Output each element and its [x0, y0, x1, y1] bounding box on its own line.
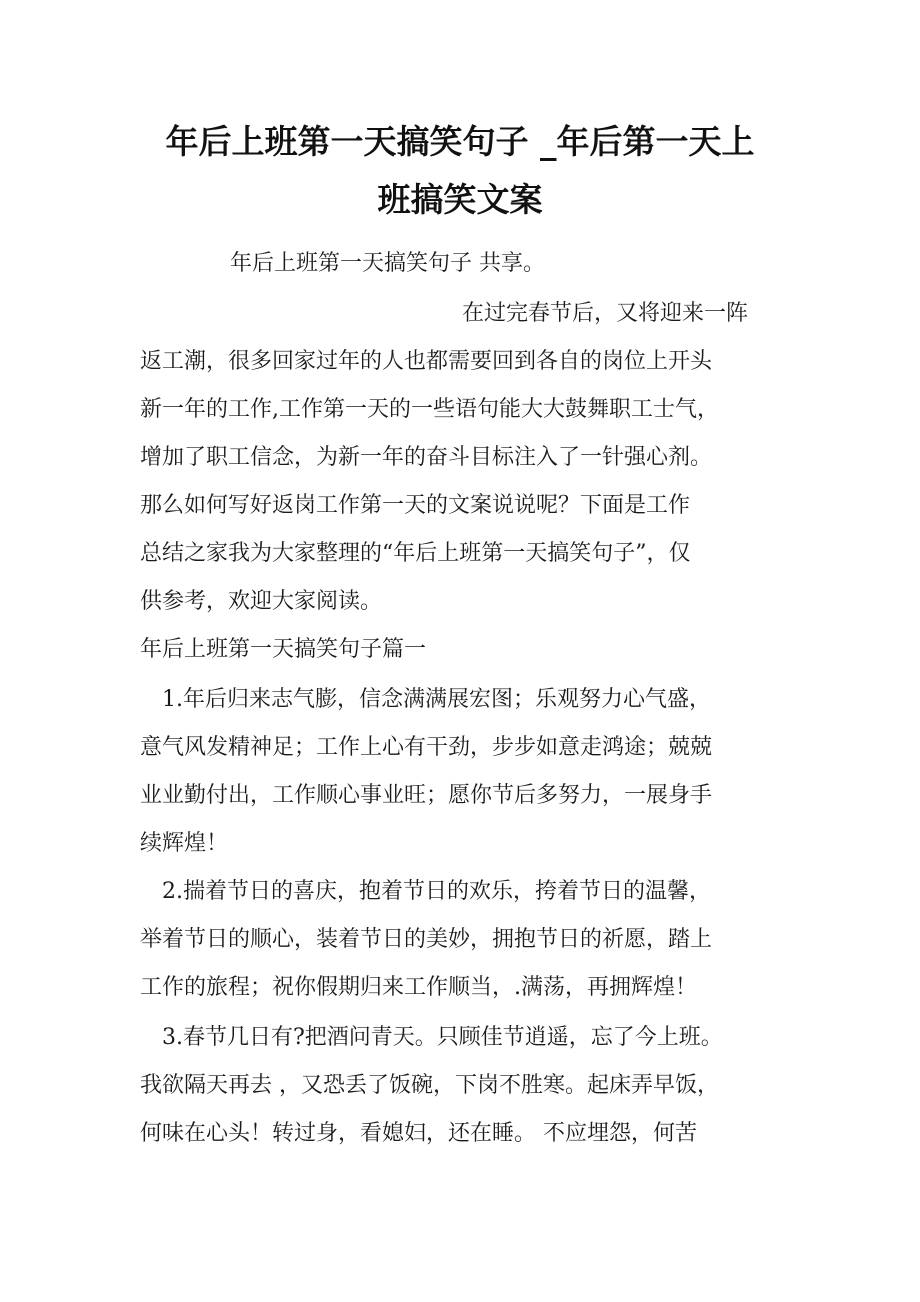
paragraph-line: 总结之家我为大家整理的“年后上班第一天搞笑句子”，仅 [140, 541, 691, 566]
paragraph-line: 新一年的工作,工作第一天的一些语句能大大鼓舞职工士气， [140, 397, 719, 422]
list-item-1-line: 意气风发精神足；工作上心有干劲，步步如意走鸿途；兢兢 [140, 735, 713, 760]
list-item-1-line: 业业勤付出，工作顺心事业旺；愿你节后多努力，一展身手 [140, 783, 713, 808]
list-item-3-line: 3.春节几日有?把酒问青天。只顾佳节逍遥，忘了今上班。 [162, 1025, 723, 1050]
list-item-2-line: 工作的旅程；祝你假期归来工作顺当，.满荡，再拥辉煌！ [140, 975, 697, 1000]
paragraph-line: 增加了职工信念，为新一年的奋斗目标注入了一针强心剂。 [140, 445, 713, 470]
list-item-3-line: 我欲隔天再去 ，又恐丢了饭碗，下岗不胜寒。起床弄早饭， [140, 1073, 719, 1098]
intro-line: 年后上班第一天搞笑句子 共享。 [230, 251, 545, 276]
paragraph-line: 在过完春节后，又将迎来一阵 [462, 301, 749, 326]
paragraph-line: 供参考，欢迎大家阅读。 [140, 589, 383, 614]
paragraph-line: 那么如何写好返岗工作第一天的文案说说呢？下面是工作 [140, 493, 691, 518]
list-item-3-line: 何味在心头！转过身，看媳妇，还在睡。 不应埋怨，何苦 [140, 1121, 697, 1146]
list-item-1-line: 1.年后归来志气膨，信念满满展宏图；乐观努力心气盛， [162, 687, 711, 712]
document-title-line-2: 班搞笑文案 [377, 180, 543, 219]
paragraph-line: 返工潮，很多回家过年的人也都需要回到各自的岗位上开头 [140, 349, 713, 374]
list-item-1-line: 续辉煌！ [140, 831, 229, 856]
section-heading: 年后上班第一天搞笑句子篇一 [140, 637, 427, 662]
list-item-2-line: 举着节日的顺心，装着节日的美妙，拥抱节日的祈愿，踏上 [140, 927, 713, 952]
document-title-line-1: 年后上班第一天搞笑句子 _年后第一天上 [165, 122, 755, 161]
list-item-2-line: 2.揣着节日的喜庆，抱着节日的欢乐，挎着节日的温馨， [162, 879, 711, 904]
